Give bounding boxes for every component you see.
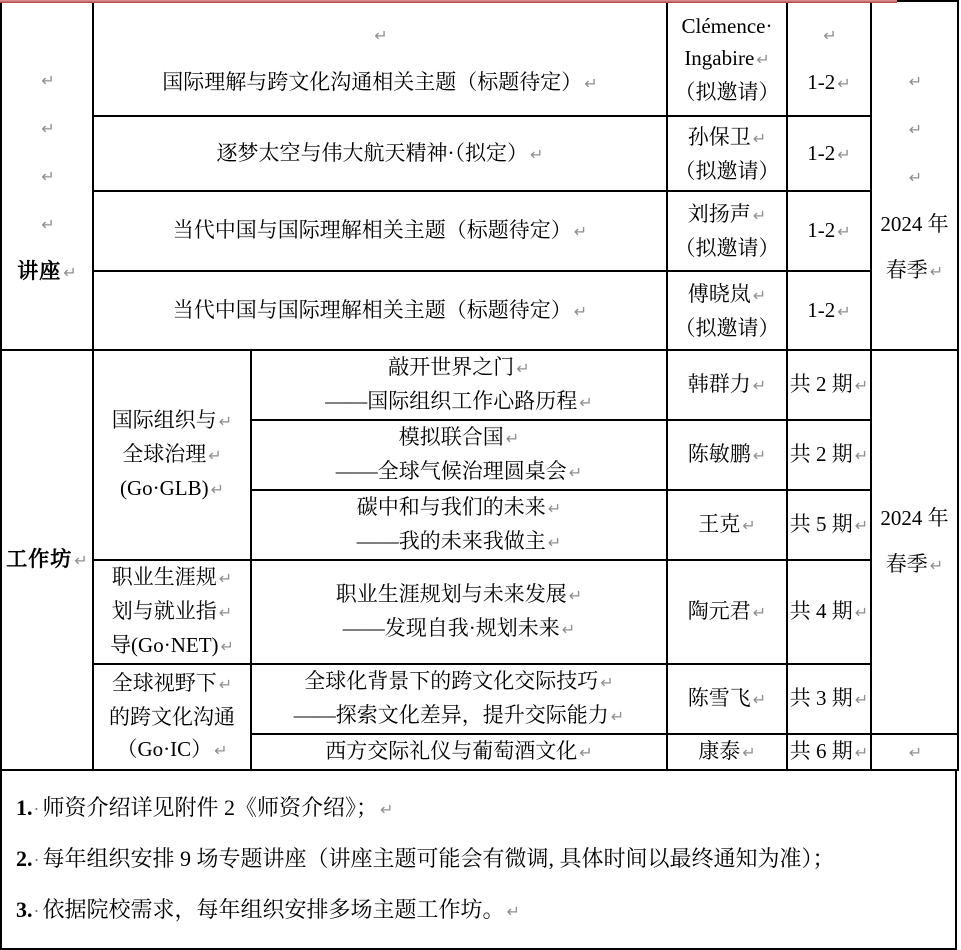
workshop-subtitle: ——全球气候治理圆桌会 [335,459,567,483]
workshop-title: 西方交际礼仪与葡萄酒文化 [325,739,578,763]
workshop-subtitle: ——国际组织工作心路历程 [325,389,578,413]
empty-paragraph [872,57,957,105]
pilcrow-mark: ↵ [214,741,228,760]
category-line: 国际组织与 [111,408,217,432]
workshop-topic-cell [251,734,667,770]
workshop-topic-cell [251,350,667,420]
lecture-topic-text: 逐梦太空与伟大航天精神·（拟定） [216,140,529,165]
speaker-name: 孙保卫 [687,124,751,149]
space-dot-mark: · [33,850,40,870]
speaker-name: 韩群力 [687,372,751,396]
notes-section [0,771,957,950]
count-cell [787,490,871,560]
section-cell-workshop [1,350,93,770]
semester-term: 春季 [885,257,928,282]
lecture-topic-text: 当代中国与国际理解相关主题（标题待定） [172,297,572,322]
date-cell-workshop [871,350,958,734]
speaker-name: 王克 [698,512,741,536]
count-cell [787,420,871,490]
pilcrow-mark: ↵ [374,25,388,45]
pilcrow-mark: ↵ [837,301,851,321]
pilcrow-mark: ↵ [752,206,767,225]
pilcrow-mark: ↵ [218,569,233,588]
pilcrow-mark: ↵ [63,262,77,282]
pilcrow-mark: ↵ [561,620,576,639]
speaker-invite-note: （拟邀请） [674,236,780,260]
pilcrow-mark: ↵ [854,376,869,395]
empty-paragraph [2,104,92,152]
pilcrow-mark: ↵ [854,603,869,622]
speaker-cell [667,1,787,116]
empty-paragraph [94,11,666,59]
pilcrow-mark: ↵ [929,556,944,575]
category-cell-goic [93,664,251,770]
pilcrow-mark: ↵ [41,70,55,90]
pilcrow-mark: ↵ [908,71,923,91]
pilcrow-mark: ↵ [752,603,767,622]
space-dot-mark: · [33,798,40,819]
pilcrow-mark: ↵ [516,359,530,378]
pilcrow-mark: ↵ [908,743,923,762]
date-cell-empty [871,734,958,770]
speaker-invite-note: （拟邀请） [674,158,780,183]
category-line: 导(Go·NET) [110,633,219,657]
speaker-name: 陶元君 [687,599,751,623]
pilcrow-mark: ↵ [600,673,614,692]
section-label-workshop: 工作坊 [6,547,73,571]
category-line: 职业生涯规 [111,565,217,589]
lecture-topic-text: 国际理解与跨文化沟通相关主题（标题待定） [162,69,583,94]
lecture-topic-cell [93,1,667,116]
pilcrow-mark: ↵ [752,690,767,709]
section-cell-lecture [1,1,93,350]
pilcrow-mark: ↵ [752,376,767,395]
pilcrow-mark: ↵ [929,261,944,281]
pilcrow-mark: ↵ [380,799,394,819]
empty-paragraph [2,200,92,248]
pilcrow-mark: ↵ [752,285,767,305]
speaker-name-line2: Ingabire [684,45,755,70]
speaker-name-line1: Clémence· [681,13,773,38]
speaker-name: 刘扬声 [687,202,751,226]
speaker-cell [667,191,787,271]
pilcrow-mark: ↵ [837,144,851,164]
pilcrow-mark: ↵ [208,446,222,465]
pilcrow-mark: ↵ [854,743,869,762]
pilcrow-mark: ↵ [837,73,851,93]
speaker-cell [667,420,787,490]
workshop-subtitle: ——发现自我·规划未来 [342,616,560,640]
session-count: 共 3 期 [789,686,853,710]
pilcrow-mark: ↵ [568,463,583,482]
category-line: 全球视野下 [111,671,217,695]
pilcrow-mark: ↵ [854,690,869,709]
category-line: 的跨文化沟通 [109,705,235,729]
pilcrow-mark: ↵ [756,49,770,69]
pilcrow-mark: ↵ [568,586,583,605]
pilcrow-mark: ↵ [837,222,851,241]
workshop-subtitle: ——探索文化差异，提升交际能力 [293,703,609,727]
lecture-topic-cell [93,191,667,271]
pilcrow-mark: ↵ [573,301,588,321]
speaker-name: 陈敏鹏 [687,442,751,466]
category-cell-goglb [93,350,251,560]
pilcrow-mark: ↵ [210,480,225,499]
speaker-cell [667,560,787,664]
pilcrow-mark: ↵ [530,144,544,164]
session-count: 共 6 期 [789,739,853,763]
workshop-title: 模拟联合国 [398,425,504,449]
category-line: (Go·GLB) [119,476,209,500]
red-top-rule [0,0,897,3]
pilcrow-mark: ↵ [752,446,767,465]
category-cell-gonet [93,560,251,664]
pilcrow-mark: ↵ [584,73,598,93]
workshop-topic-cell [251,490,667,560]
empty-paragraph [2,152,92,200]
speaker-cell [667,116,787,191]
category-line: （Go·IC） [116,737,213,761]
note-item-3 [16,895,945,927]
pilcrow-mark: ↵ [908,119,923,139]
note-text: 每年组织安排 9 场专题讲座（讲座主题可能会有微调, 具体时间以最终通知为准）； [42,846,835,871]
pilcrow-mark: ↵ [579,743,593,762]
note-text: 师资介绍详见附件 2《师资介绍》； [42,794,379,820]
pilcrow-mark: ↵ [218,603,233,622]
session-count: 1-2 [807,218,836,242]
semester-year: 2024 年 [880,211,949,236]
speaker-name: 傅晓岚 [687,281,751,306]
note-number: 3. [16,896,33,922]
lecture-topic-cell [93,116,667,191]
speaker-cell [667,734,787,770]
note-item-2 [16,844,945,875]
speaker-invite-note: （拟邀请） [674,79,780,104]
pilcrow-mark: ↵ [742,516,756,535]
session-count: 1-2 [807,297,836,322]
count-cell [787,350,871,420]
speaker-cell [667,664,787,734]
pilcrow-mark: ↵ [505,429,520,448]
pilcrow-mark: ↵ [41,166,55,186]
pilcrow-mark: ↵ [218,412,233,431]
speaker-cell [667,490,787,560]
date-cell-lecture [871,1,958,350]
category-line: 划与就业指 [111,599,217,623]
category-line: 全球治理 [122,442,207,466]
session-count: 共 2 期 [789,372,853,396]
empty-paragraph [2,56,92,104]
pilcrow-mark: ↵ [854,516,869,535]
pilcrow-mark: ↵ [579,393,593,412]
empty-paragraph [872,153,957,201]
note-number: 2. [16,846,33,871]
speaker-cell [667,271,787,350]
speaker-name: 陈雪飞 [687,686,751,710]
session-count: 共 2 期 [789,442,853,466]
count-cell [787,734,871,770]
section-label-lecture: 讲座 [17,258,62,283]
semester-year: 2024 年 [880,506,949,530]
note-number: 1. [16,794,33,820]
empty-paragraph [788,11,870,59]
pilcrow-mark: ↵ [506,901,520,921]
session-count: 共 4 期 [789,599,853,623]
pilcrow-mark: ↵ [742,743,756,762]
workshop-title: 全球化背景下的跨文化交际技巧 [304,669,599,693]
session-count: 1-2 [807,140,836,165]
pilcrow-mark: ↵ [41,118,55,138]
workshop-title: 敲开世界之门 [388,355,515,379]
pilcrow-mark: ↵ [610,707,625,726]
count-cell [787,1,871,116]
pilcrow-mark: ↵ [218,675,233,694]
workshop-topic-cell [251,664,667,734]
note-item-1 [16,793,945,825]
count-cell [787,116,871,191]
workshop-subtitle: ——我的未来我做主 [356,529,546,553]
empty-paragraph [872,105,957,153]
session-count: 1-2 [807,69,836,94]
lecture-topic-cell [93,271,667,350]
pilcrow-mark: ↵ [908,167,923,187]
pilcrow-mark: ↵ [752,128,767,148]
pilcrow-mark: ↵ [41,214,55,234]
workshop-topic-cell [251,420,667,490]
pilcrow-mark: ↵ [573,222,588,241]
lecture-topic-text: 当代中国与国际理解相关主题（标题待定） [172,218,572,242]
pilcrow-mark: ↵ [547,533,562,552]
count-cell [787,560,871,664]
workshop-topic-cell [251,560,667,664]
speaker-cell [667,350,787,420]
empty-paragraph [872,735,957,769]
session-count: 共 5 期 [789,512,853,536]
speaker-invite-note: （拟邀请） [674,315,780,340]
pilcrow-mark: ↵ [547,499,562,518]
count-cell [787,191,871,271]
semester-term: 春季 [885,552,928,576]
pilcrow-mark: ↵ [854,446,869,465]
count-cell [787,271,871,350]
pilcrow-mark: ↵ [74,551,88,570]
space-dot-mark: · [33,900,40,921]
workshop-title: 碳中和与我们的未来 [356,495,546,519]
count-cell [787,664,871,734]
workshop-title: 职业生涯规划与未来发展 [335,582,567,606]
note-text: 依据院校需求，每年组织安排多场主题工作坊。 [42,896,505,922]
speaker-name: 康泰 [698,739,741,763]
pilcrow-mark: ↵ [823,25,837,45]
pilcrow-mark: ↵ [220,637,234,656]
